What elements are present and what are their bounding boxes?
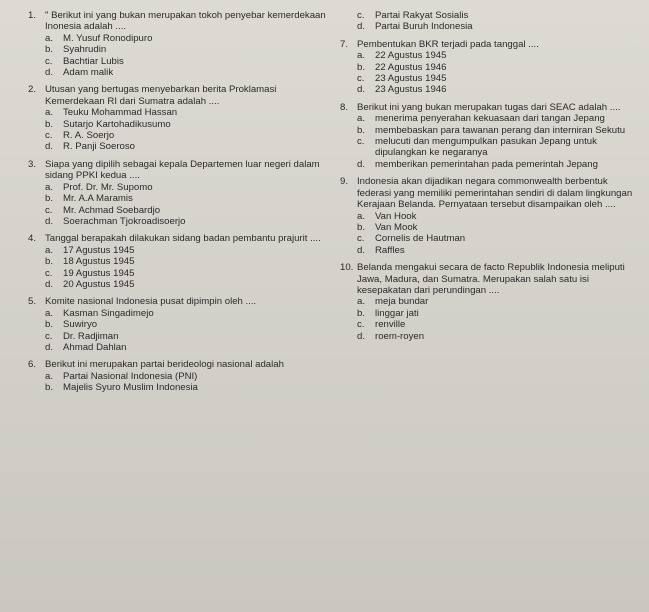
option-d [45, 279, 338, 290]
option-text: melucuti dan mengumpulkan pasukan Jepang untuk dipulangkan ke negaranya [375, 136, 597, 159]
question-6 [28, 359, 338, 393]
option-text: linggar jati [375, 307, 419, 319]
option-a [45, 371, 338, 382]
option-letter: c. [357, 319, 365, 331]
option-b [357, 125, 640, 136]
option-letter: a. [357, 210, 366, 222]
option-letter: d. [45, 341, 54, 353]
option-c [357, 319, 640, 330]
option-text: menerima penyerahan kekuasaan dari tangan Jepang [375, 113, 605, 125]
option-letter: b. [357, 61, 366, 73]
option-letter: c. [45, 267, 53, 279]
option-c [45, 56, 338, 67]
option-d [357, 331, 640, 342]
option-c [357, 73, 640, 84]
option-letter: c. [45, 330, 53, 342]
option-letter: b. [45, 256, 54, 268]
option-a [45, 308, 338, 319]
question-3 [28, 159, 338, 227]
question-stem [28, 159, 338, 182]
option-text: 23 Agustus 1945 [375, 73, 447, 85]
option-list [357, 10, 640, 33]
option-letter: a. [45, 307, 54, 319]
question-2 [28, 84, 338, 152]
option-letter: c. [45, 55, 53, 67]
question-stem [340, 39, 640, 50]
option-list [357, 296, 640, 342]
question-stem [340, 176, 640, 210]
option-letter: b. [45, 44, 54, 56]
option-text: Van Mook [375, 221, 418, 233]
option-a [357, 296, 640, 307]
option-text: 18 Agustus 1945 [63, 256, 135, 268]
option-text: 23 Agustus 1946 [375, 84, 447, 96]
question-4 [28, 233, 338, 290]
option-text: Mr. Achmad Soebardjo [63, 204, 161, 216]
question-stem [340, 102, 640, 113]
option-letter: a. [357, 113, 366, 125]
question-text: " Berikut ini yang bukan merupakan tokoh penyebar kemerdekaan Inonesia adalah .... [45, 10, 326, 33]
option-a [45, 33, 338, 44]
option-letter: b. [45, 382, 54, 394]
option-list [357, 211, 640, 257]
option-b [45, 382, 338, 393]
option-text: roem-royen [375, 330, 425, 342]
option-text: Majelis Syuro Muslim Indonesia [63, 382, 198, 394]
option-text: Partai Buruh Indonesia [375, 21, 473, 33]
question-8 [340, 102, 640, 170]
option-letter: c. [45, 130, 53, 142]
question-1 [28, 10, 338, 78]
option-text: memberikan pemerintahan pada pemerintah Jepang [375, 158, 598, 170]
option-text: M. Yusuf Ronodipuro [63, 32, 153, 44]
option-d [45, 216, 338, 227]
option-text: meja bundar [375, 296, 429, 308]
question-5 [28, 296, 338, 353]
option-letter: a. [45, 370, 54, 382]
option-text: Cornelis de Hautman [375, 233, 466, 245]
option-d [357, 245, 640, 256]
question-text: Komite nasional Indonesia pusat dipimpin oleh .... [45, 296, 257, 308]
option-text: membebaskan para tawanan perang dan interniran Sekutu [375, 124, 626, 136]
option-letter: b. [45, 319, 54, 331]
option-c [45, 130, 338, 141]
option-b [357, 62, 640, 73]
option-letter: c. [357, 233, 365, 245]
question-text: Pembentukan BKR terjadi pada tanggal .... [357, 38, 539, 50]
option-letter: a. [357, 50, 366, 62]
option-text: Sutarjo Kartohadikusumo [63, 118, 171, 130]
option-text: Suwiryo [63, 319, 98, 331]
option-letter: a. [357, 296, 366, 308]
option-b [45, 256, 338, 267]
option-text: Syahrudin [63, 44, 107, 56]
option-letter: a. [45, 244, 54, 256]
option-letter: b. [45, 118, 54, 130]
question-number: 5. [28, 296, 37, 308]
option-text: Dr. Radjiman [63, 330, 119, 342]
option-list [45, 371, 338, 394]
option-text: 19 Agustus 1945 [63, 267, 135, 279]
option-letter: a. [45, 107, 54, 119]
option-b [45, 193, 338, 204]
option-list [45, 107, 338, 153]
option-text: Bachtiar Lubis [63, 55, 124, 67]
option-text: Partai Rakyat Sosialis [375, 10, 469, 21]
option-text: Van Hook [375, 210, 417, 222]
option-c [357, 10, 640, 21]
question-9 [340, 176, 640, 256]
question-text: Indonesia akan dijadikan negara commonwealth berbentuk federasi yang memiliki pemerintahan sendiri di dalam lingkungan Kerajaan Belanda. Pernyataan tersebut disampaikan oleh .... [357, 176, 633, 211]
option-text: R. Panji Soeroso [63, 141, 135, 153]
question-text: Utusan yang bertugas menyebarkan berita Proklamasi Kemerdekaan RI dari Sumatra adalah .... [45, 84, 277, 107]
question-number: 7. [340, 38, 349, 50]
option-text: 17 Agustus 1945 [63, 244, 135, 256]
option-list [45, 245, 338, 291]
option-letter: b. [357, 124, 366, 136]
option-letter: d. [357, 84, 366, 96]
option-text: 20 Agustus 1945 [63, 278, 135, 290]
option-text: 22 Agustus 1945 [375, 50, 447, 62]
option-letter: c. [357, 73, 365, 85]
question-text: Siapa yang dipilih sebagai kepala Departemen luar negeri dalam sidang PPKI kedua .... [45, 158, 320, 182]
option-d [357, 159, 640, 170]
option-b [45, 319, 338, 330]
option-text: R. A. Soerjo [63, 130, 115, 142]
left-column [28, 10, 338, 400]
question-7 [340, 39, 640, 96]
option-list [45, 33, 338, 79]
option-text: Soerachman Tjokroadisoerjo [63, 215, 186, 227]
question-number: 6. [28, 359, 37, 371]
option-d [357, 21, 640, 32]
option-letter: b. [357, 307, 366, 319]
option-a [357, 211, 640, 222]
option-d [45, 67, 338, 78]
question-text: Tanggal berapakah dilakukan sidang badan pembantu prajurit .... [45, 233, 321, 245]
question-text: Berikut ini merupakan partai berideologi nasional adalah [45, 359, 284, 371]
question-stem [28, 359, 338, 370]
option-letter: d. [45, 67, 54, 79]
option-text: Mr. A.A Maramis [63, 193, 133, 205]
option-b [357, 308, 640, 319]
option-text: 22 Agustus 1946 [375, 61, 447, 73]
option-letter: d. [45, 278, 54, 290]
option-d [357, 84, 640, 95]
option-c [357, 136, 640, 159]
option-text: Teuku Mohammad Hassan [63, 107, 178, 119]
option-letter: c. [357, 136, 365, 148]
question-number: 3. [28, 158, 37, 170]
option-letter: a. [45, 181, 54, 193]
option-list [45, 182, 338, 228]
option-letter: a. [45, 32, 54, 44]
option-list [357, 50, 640, 96]
option-a [45, 245, 338, 256]
option-letter: d. [357, 21, 366, 33]
question-6-continued [340, 10, 640, 33]
option-a [45, 182, 338, 193]
question-stem [340, 262, 640, 296]
question-number: 4. [28, 233, 37, 245]
option-letter: b. [45, 193, 54, 205]
option-a [45, 107, 338, 118]
option-text: Prof. Dr. Mr. Supomo [63, 181, 153, 193]
option-letter: c. [45, 204, 53, 216]
option-letter: d. [357, 244, 366, 256]
option-b [357, 222, 640, 233]
question-number: 9. [340, 176, 349, 188]
option-letter: d. [45, 141, 54, 153]
question-text: Berikut ini yang bukan merupakan tugas dari SEAC adalah .... [357, 101, 621, 113]
option-b [45, 119, 338, 130]
option-c [357, 233, 640, 244]
option-c [45, 268, 338, 279]
option-text: renville [375, 319, 406, 331]
option-b [45, 44, 338, 55]
option-letter: c. [357, 10, 365, 21]
option-text: Partai Nasional Indonesia (PNI) [63, 370, 198, 382]
option-letter: b. [357, 221, 366, 233]
question-text: Belanda mengakui secara de facto Republik Indonesia meliputi Jawa, Madura, dan Sumatra. Merupakan salah satu isi kesepakatan dari perundingan .... [357, 262, 625, 296]
option-text: Raffles [375, 244, 405, 256]
option-letter: d. [357, 158, 366, 170]
question-stem [28, 10, 338, 33]
option-text: Ahmad Dahlan [63, 341, 127, 353]
question-number: 2. [28, 84, 37, 96]
question-number: 8. [340, 101, 349, 113]
option-d [45, 141, 338, 152]
option-list [45, 308, 338, 354]
option-a [357, 113, 640, 124]
right-column [340, 10, 640, 348]
question-number: 1. [28, 10, 37, 21]
option-c [45, 331, 338, 342]
option-list [357, 113, 640, 170]
question-stem [28, 296, 338, 307]
option-d [45, 342, 338, 353]
question-stem [28, 233, 338, 244]
option-letter: d. [357, 330, 366, 342]
question-number: 10. [340, 262, 354, 274]
question-stem [28, 84, 338, 107]
option-letter: d. [45, 215, 54, 227]
question-10 [340, 262, 640, 342]
option-a [357, 50, 640, 61]
option-text: Kasman Singadimejo [63, 307, 154, 319]
option-text: Adam malik [63, 67, 114, 79]
option-c [45, 205, 338, 216]
